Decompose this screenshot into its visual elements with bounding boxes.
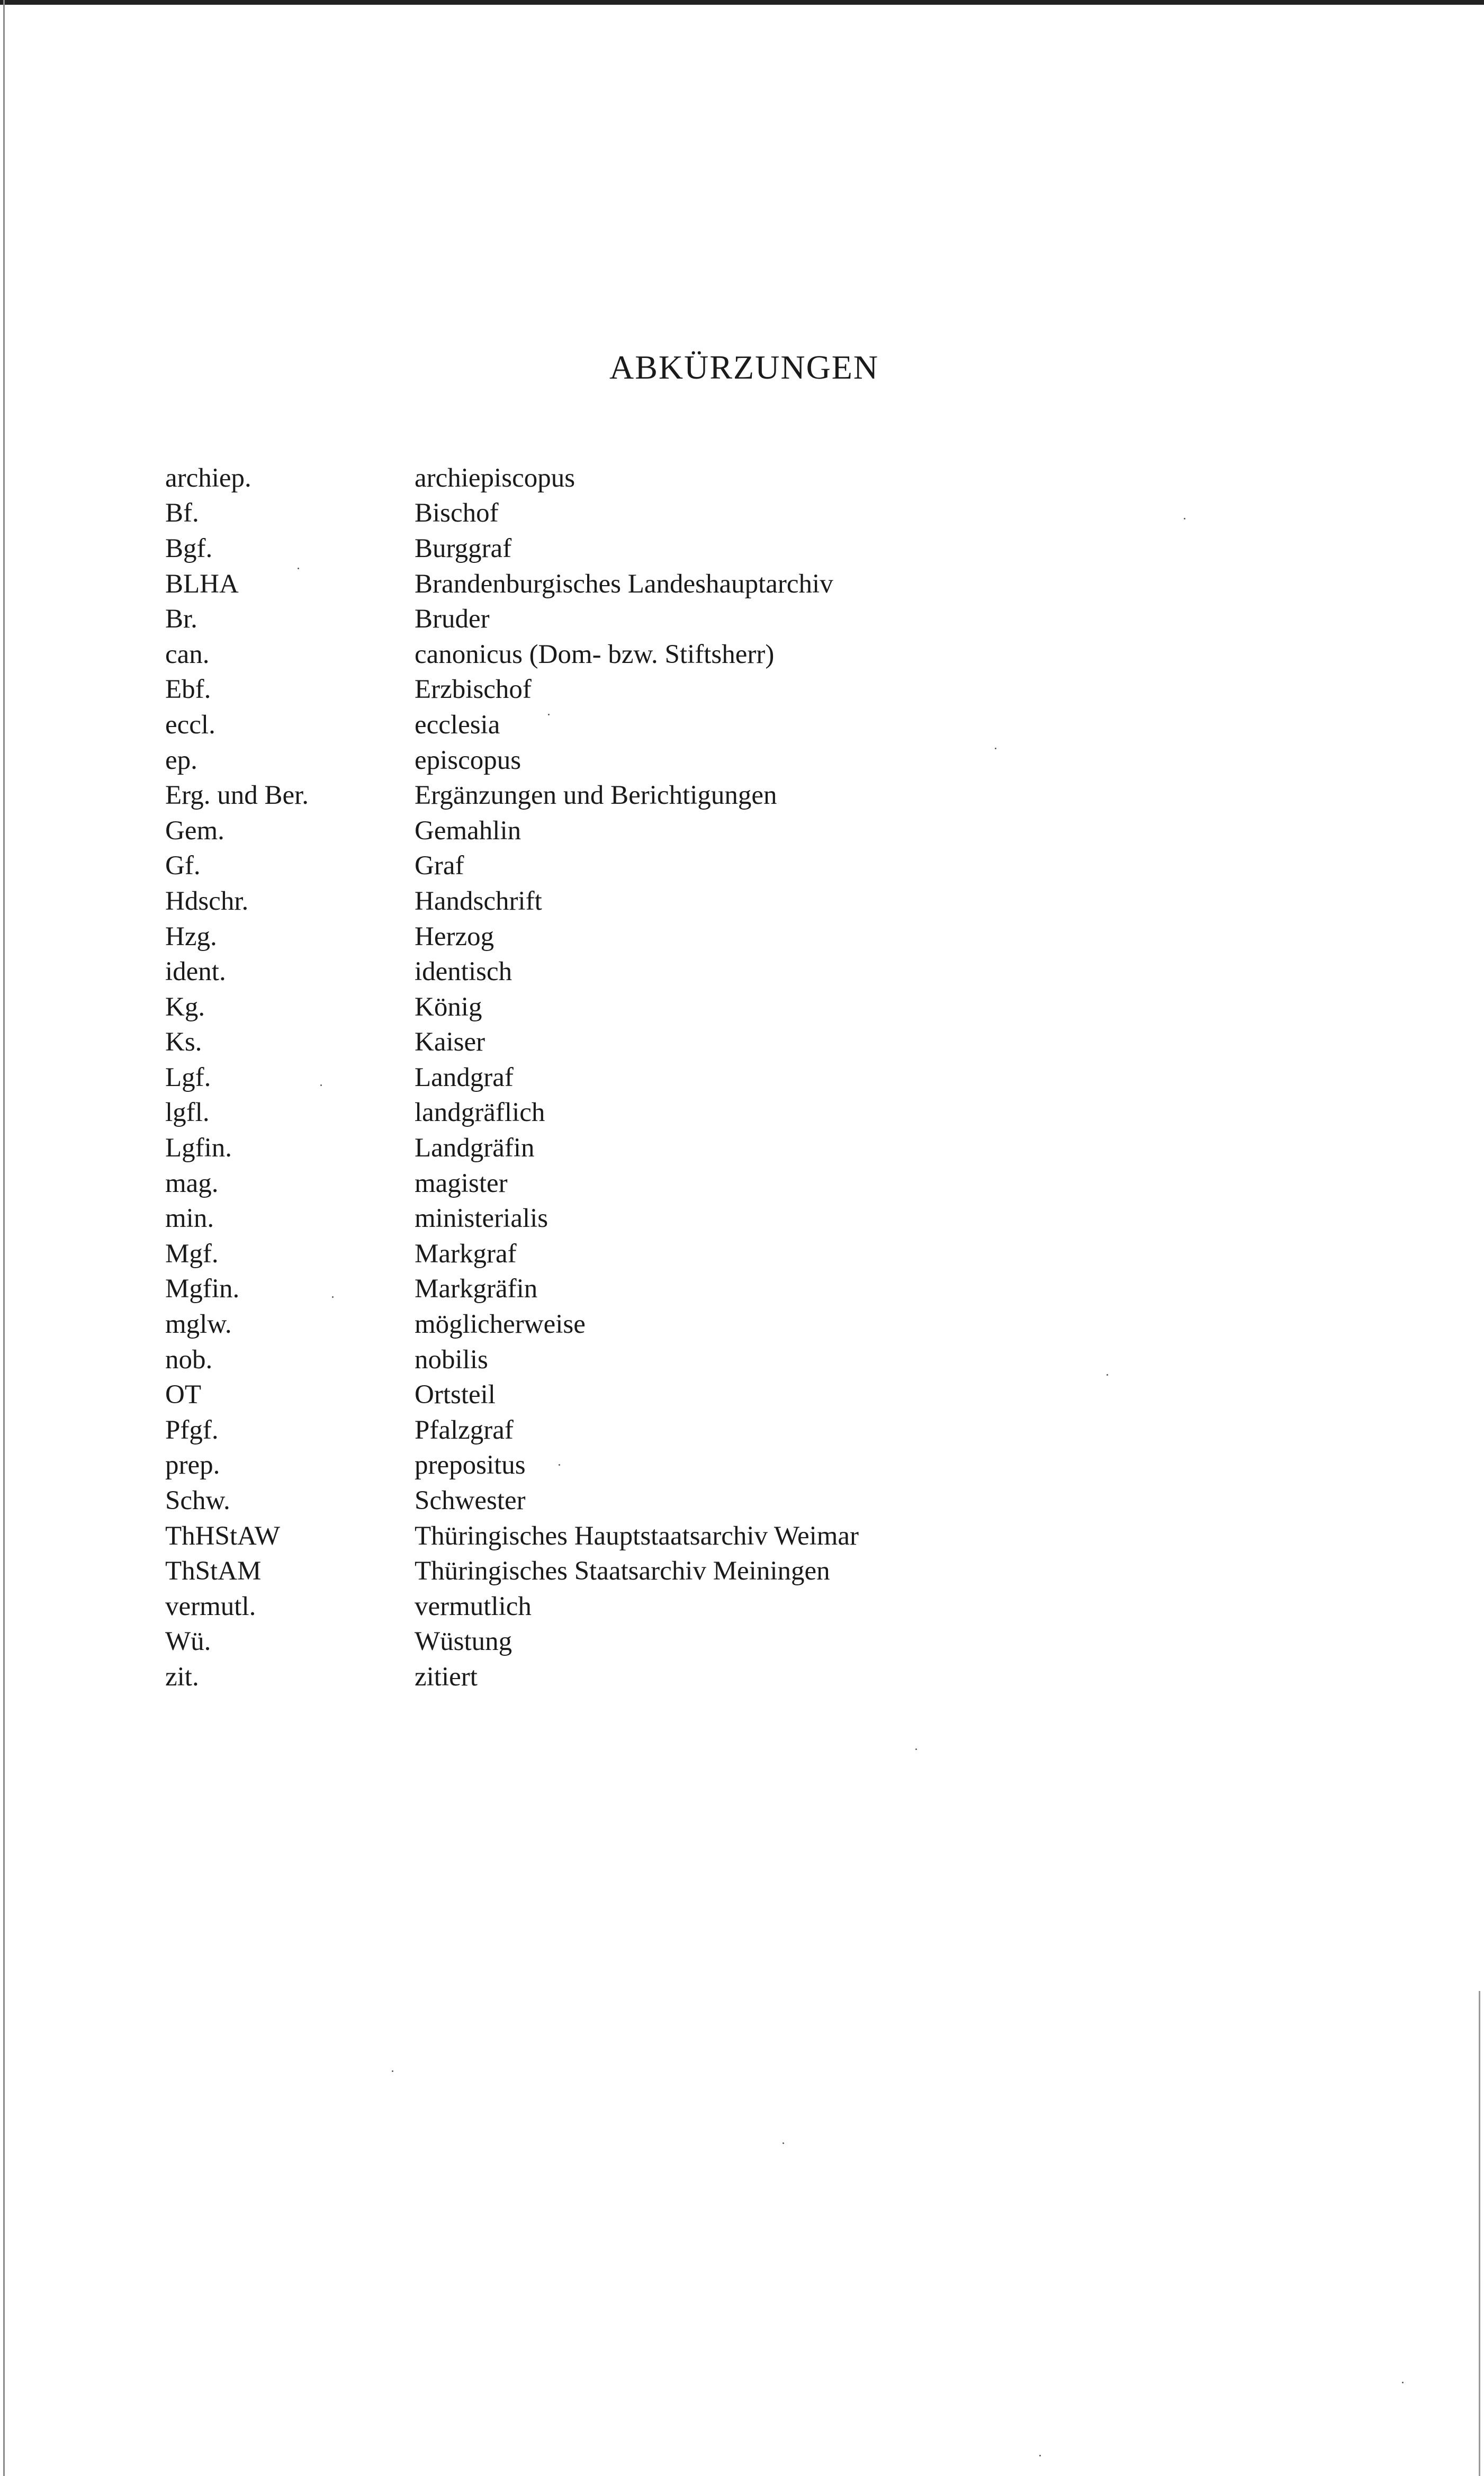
abbreviation-row [165,849,959,884]
abbreviation-definition: König [415,992,482,1022]
scan-speck [298,568,299,569]
abbreviation-term: mglw. [165,1309,232,1340]
abbreviation-row [165,990,959,1025]
scan-speck [332,1296,334,1298]
abbreviation-term: Kg. [165,992,205,1022]
scan-speck [783,2142,784,2144]
scan-edge-left [3,0,5,2476]
abbreviation-row [165,954,959,990]
abbreviation-row [165,1096,959,1131]
abbreviation-row [165,884,959,919]
abbreviation-row [165,1519,959,1554]
abbreviation-term: Lgf. [165,1062,211,1092]
abbreviation-row [165,1554,959,1589]
abbreviation-row [165,919,959,955]
abbreviation-term: Hdschr. [165,886,249,916]
abbreviation-term: BLHA [165,569,239,599]
abbreviation-row [165,1025,959,1061]
abbreviation-term: can. [165,639,210,669]
abbreviation-definition: Graf [415,851,464,881]
abbreviation-term: min. [165,1204,214,1234]
abbreviation-term: lgfl. [165,1098,210,1128]
abbreviation-row [165,743,959,778]
page-title: ABKÜRZUNGEN [609,348,879,386]
scan-speck [320,1084,322,1086]
abbreviation-definition: Burggraf [415,533,512,563]
scan-speck [1039,2455,1041,2456]
abbreviation-term: Mgfin. [165,1274,240,1304]
scan-edge-right [1479,1991,1480,2476]
abbreviation-definition: identisch [415,957,512,987]
abbreviation-term: Gf. [165,851,201,881]
abbreviation-definition: Markgräfin [415,1274,538,1304]
abbreviation-term: Mgf. [165,1239,219,1269]
abbreviation-definition: Bruder [415,604,490,634]
abbreviation-definition: Wüstung [415,1627,512,1657]
abbreviation-term: Lgfin. [165,1133,232,1163]
abbreviation-row [165,672,959,708]
abbreviation-row [165,1272,959,1307]
abbreviation-definition: archiepiscopus [415,463,575,493]
abbreviation-row [165,461,959,496]
scan-speck [548,714,550,715]
abbreviation-definition: ministerialis [415,1204,548,1234]
abbreviation-term: Hzg. [165,921,217,952]
abbreviation-term: nob. [165,1344,213,1375]
abbreviation-term: Gem. [165,815,224,846]
abbreviation-definition: Herzog [415,921,494,952]
abbreviation-row [165,1236,959,1272]
scan-speck [1402,2382,1404,2383]
abbreviation-definition: Markgraf [415,1239,517,1269]
abbreviation-term: zit. [165,1662,199,1692]
scan-speck [1184,518,1185,519]
abbreviation-definition: zitiert [415,1662,478,1692]
abbreviation-term: ep. [165,745,197,775]
abbreviation-row [165,1060,959,1096]
scan-speck [1107,1374,1108,1376]
abbreviation-definition: landgräflich [415,1098,545,1128]
abbreviation-row [165,1625,959,1660]
abbreviation-definition: Schwester [415,1486,526,1516]
abbreviation-term: ThStAM [165,1556,262,1586]
abbreviation-definition: nobilis [415,1344,488,1375]
abbreviation-term: Ks. [165,1027,202,1057]
abbreviation-definition: Landgräfin [415,1133,535,1163]
abbreviation-definition: Thüringisches Hauptstaatsarchiv Weimar [415,1521,859,1551]
scan-speck [995,748,996,749]
abbreviation-row [165,637,959,672]
abbreviation-row [165,1307,959,1342]
abbreviation-term: mag. [165,1168,219,1198]
abbreviation-term: eccl. [165,710,215,740]
abbreviation-term: Pfgf. [165,1415,219,1445]
abbreviation-term: archiep. [165,463,251,493]
abbreviation-definition: Kaiser [415,1027,485,1057]
abbreviation-row [165,813,959,849]
abbreviation-term: OT [165,1380,201,1410]
scan-speck [392,2070,393,2072]
abbreviation-row [165,567,959,602]
scan-speck [915,1748,917,1750]
abbreviation-row [165,531,959,567]
abbreviation-definition: Bischof [415,498,499,528]
abbreviation-definition: möglicherweise [415,1309,586,1340]
abbreviation-term: Bf. [165,498,199,528]
abbreviation-definition: Landgraf [415,1062,514,1092]
abbreviation-term: ThHStAW [165,1521,280,1551]
abbreviation-row [165,1131,959,1166]
abbreviation-definition: Gemahlin [415,815,521,846]
abbreviation-row [165,1166,959,1201]
abbreviation-term: ident. [165,957,226,987]
abbreviation-row [165,1201,959,1236]
abbreviation-row [165,1659,959,1695]
abbreviation-row [165,1342,959,1378]
abbreviation-term: Wü. [165,1627,211,1657]
abbreviation-term: Br. [165,604,197,634]
abbreviation-definition: ecclesia [415,710,500,740]
abbreviation-definition: Handschrift [415,886,542,916]
scan-speck [559,1464,560,1466]
abbreviation-term: Schw. [165,1486,230,1516]
abbreviation-row [165,778,959,813]
abbreviation-definition: episcopus [415,745,521,775]
abbreviation-term: Ebf. [165,675,211,705]
abbreviation-definition: canonicus (Dom- bzw. Stiftsherr) [415,639,775,669]
abbreviation-row [165,1448,959,1484]
abbreviation-list [165,461,959,1695]
abbreviation-definition: Pfalzgraf [415,1415,514,1445]
abbreviation-row [165,602,959,637]
abbreviation-definition: Ortsteil [415,1380,496,1410]
abbreviation-definition: Erzbischof [415,675,532,705]
abbreviation-row [165,1413,959,1448]
abbreviation-row [165,496,959,532]
abbreviation-definition: Brandenburgisches Landeshauptarchiv [415,569,833,599]
scan-edge-top [0,0,1484,5]
abbreviation-term: vermutl. [165,1591,256,1621]
abbreviation-row [165,1483,959,1519]
abbreviation-term: prep. [165,1450,220,1481]
abbreviation-definition: Ergänzungen und Berichtigungen [415,781,777,811]
abbreviation-definition: vermutlich [415,1591,532,1621]
abbreviation-term: Erg. und Ber. [165,781,309,811]
abbreviation-definition: Thüringisches Staatsarchiv Meiningen [415,1556,830,1586]
abbreviation-definition: magister [415,1168,508,1198]
abbreviation-row [165,1377,959,1413]
abbreviation-row [165,707,959,743]
abbreviation-row [165,1589,959,1625]
abbreviation-definition: prepositus [415,1450,526,1481]
abbreviation-term: Bgf. [165,533,213,563]
